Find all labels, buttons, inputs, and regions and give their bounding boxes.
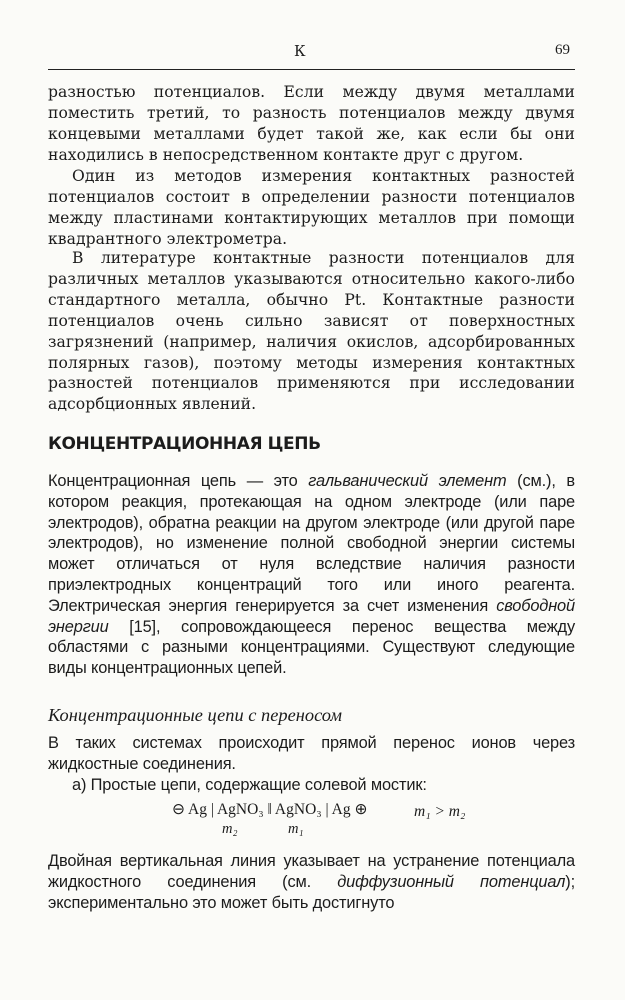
definition-text-2: (см.), в котором реакция, протекающая на одном электроде (или паре электродов), обратна реакции на другом электроде (или другой паре электродов), но изменение полной свободной энергии системы может отличаться от нуля вследствие наличия разности приэлектродных концентраций того или иного реагента. Электрическая энергия генерируется за счет изменения	[48, 472, 575, 615]
term-galvanic-element: гальванический элемент	[308, 472, 507, 490]
paragraph-measurement-method: Один из методов измерения контактных разностей потенциалов состоит в определении разности потенциалов между пластинами контактирующих металлов при помощи квадрантного электрометра.	[48, 167, 575, 248]
page-number: 69	[555, 42, 570, 58]
term-free-energy: свободной энергии	[48, 596, 575, 636]
subheading-transfer-cells: Концентрационные цепи с переносом	[48, 705, 343, 725]
definition-text-3: [15], сопровождающееся перенос вещества между областями с разными концентрациями. Существуют следующие виды концентрационных цепей.	[48, 617, 575, 678]
term-diffusion-potential: диффузионный потенциал	[337, 872, 566, 891]
running-header-letter: К	[294, 42, 306, 60]
formula-condition: m₁ > m₂	[414, 803, 466, 820]
section-title: КОНЦЕНТРАЦИОННАЯ ЦЕПЬ	[48, 434, 321, 454]
cell-formula: ⊖ Ag | AgNO₃ ‖ AgNO₃ | Ag ⊕	[172, 801, 368, 818]
definition-text-1: Концентрационная цепь — это	[48, 472, 309, 490]
after-text-1: Двойная вертикальная линия указывает на устранение потенциала жидкостного соединения (см.	[48, 852, 575, 891]
list-item-a: а) Простые цепи, содержащие солевой мостик:	[72, 776, 427, 794]
paragraph-definition	[48, 471, 575, 679]
formula-sub-m2: m₂	[222, 821, 238, 837]
paragraph-literature: В литературе контактные разности потенциалов для различных металлов указываются относительно какого-либо стандартного металла, обычно Pt. Контактные разности потенциалов очень сильно зависят от поверхностных загрязнений (например, наличия окислов, адсорбированных полярных газов), поэтому методы измерения контактных разностей потенциалов применяются при исследовании адсорбционных явлений.	[48, 249, 575, 414]
header-rule	[48, 69, 575, 70]
paragraph-transfer: В таких системах происходит прямой перенос ионов через жидкостные соединения.	[48, 734, 575, 773]
after-text-2: ); экспериментально это может быть достигнуто	[48, 872, 575, 912]
paragraph-continuation: разностью потенциалов. Если между двумя металлами поместить третий, то разность потенциалов между двумя концевыми металлами будет такой же, как если бы они находились в непосредственном контакте друг с другом.	[48, 83, 575, 164]
paragraph-double-line	[48, 851, 575, 913]
formula-sub-m1: m₁	[288, 821, 304, 837]
